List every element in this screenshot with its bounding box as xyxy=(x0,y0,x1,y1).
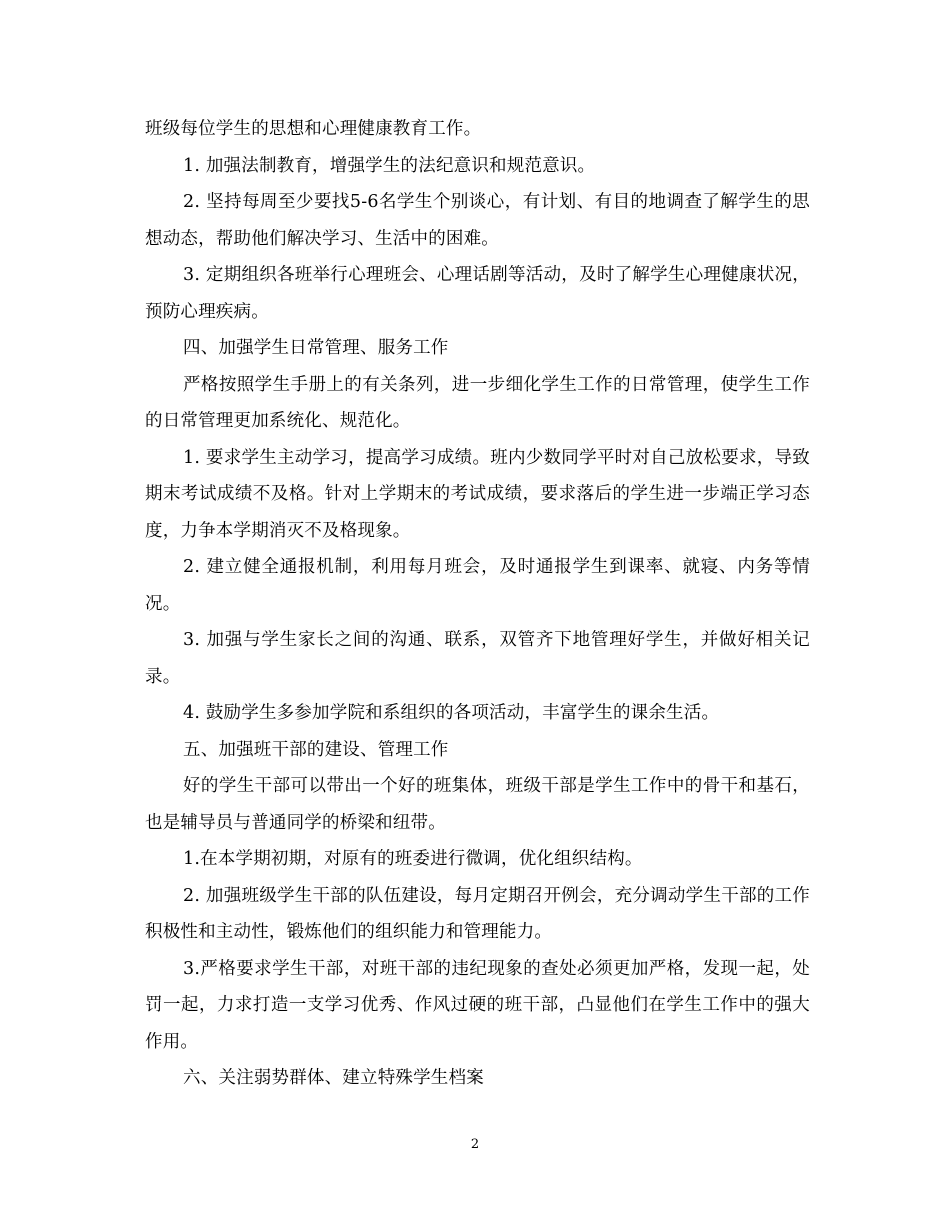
section-heading: 五、加强班干部的建设、管理工作 xyxy=(183,739,449,760)
section-heading: 六、关注弱势群体、建立特殊学生档案 xyxy=(183,1068,484,1088)
paragraph: 3.严格要求学生干部，对班干部的违纪现象的查处必须更加严格，发现一起，处罚一起，力求打造一支学习优秀、作风过硬的班干部，凸显他们在学生工作中的强大作用。 xyxy=(145,958,810,1052)
paragraph: 1. 要求学生主动学习，提高学习成绩。班内少数同学平时对自己放松要求，导致期末考试成绩不及格。针对上学期末的考试成绩，要求落后的学生进一步端正学习态度，力争本学期消灭不及格现象。 xyxy=(145,447,810,541)
paragraph: 3. 定期组织各班举行心理班会、心理话剧等活动，及时了解学生心理健康状况，预防心理疾病。 xyxy=(145,265,810,322)
paragraph: 1.在本学期初期，对原有的班委进行微调，优化组织结构。 xyxy=(183,849,643,869)
section-heading: 四、加强学生日常管理、服务工作 xyxy=(183,338,449,358)
document-body xyxy=(145,111,810,1097)
paragraph: 1. 加强法制教育，增强学生的法纪意识和规范意识。 xyxy=(183,155,596,176)
paragraph: 严格按照学生手册上的有关条列，进一步细化学生工作的日常管理，使学生工作的日常管理更加系统化、规范化。 xyxy=(145,374,810,431)
paragraph: 班级每位学生的思想和心理健康教育工作。 xyxy=(145,119,482,139)
page-number: 2 xyxy=(470,1137,480,1152)
paragraph: 好的学生干部可以带出一个好的班集体，班级干部是学生工作中的骨干和基石，也是辅导员与普通同学的桥梁和纽带。 xyxy=(145,776,810,833)
paragraph: 2. 坚持每周至少要找5-6名学生个别谈心，有计划、有目的地调查了解学生的思想动态，帮助他们解决学习、生活中的困难。 xyxy=(145,192,810,249)
paragraph: 2. 建立健全通报机制，利用每月班会，及时通报学生到课率、就寝、内务等情况。 xyxy=(145,557,810,614)
paragraph: 2. 加强班级学生干部的队伍建设，每月定期召开例会，充分调动学生干部的工作积极性和主动性，锻炼他们的组织能力和管理能力。 xyxy=(145,885,810,942)
paragraph: 3. 加强与学生家长之间的沟通、联系，双管齐下地管理好学生，并做好相关记录。 xyxy=(145,630,810,687)
paragraph: 4. 鼓励学生多参加学院和系组织的各项活动，丰富学生的课余生活。 xyxy=(183,703,720,723)
